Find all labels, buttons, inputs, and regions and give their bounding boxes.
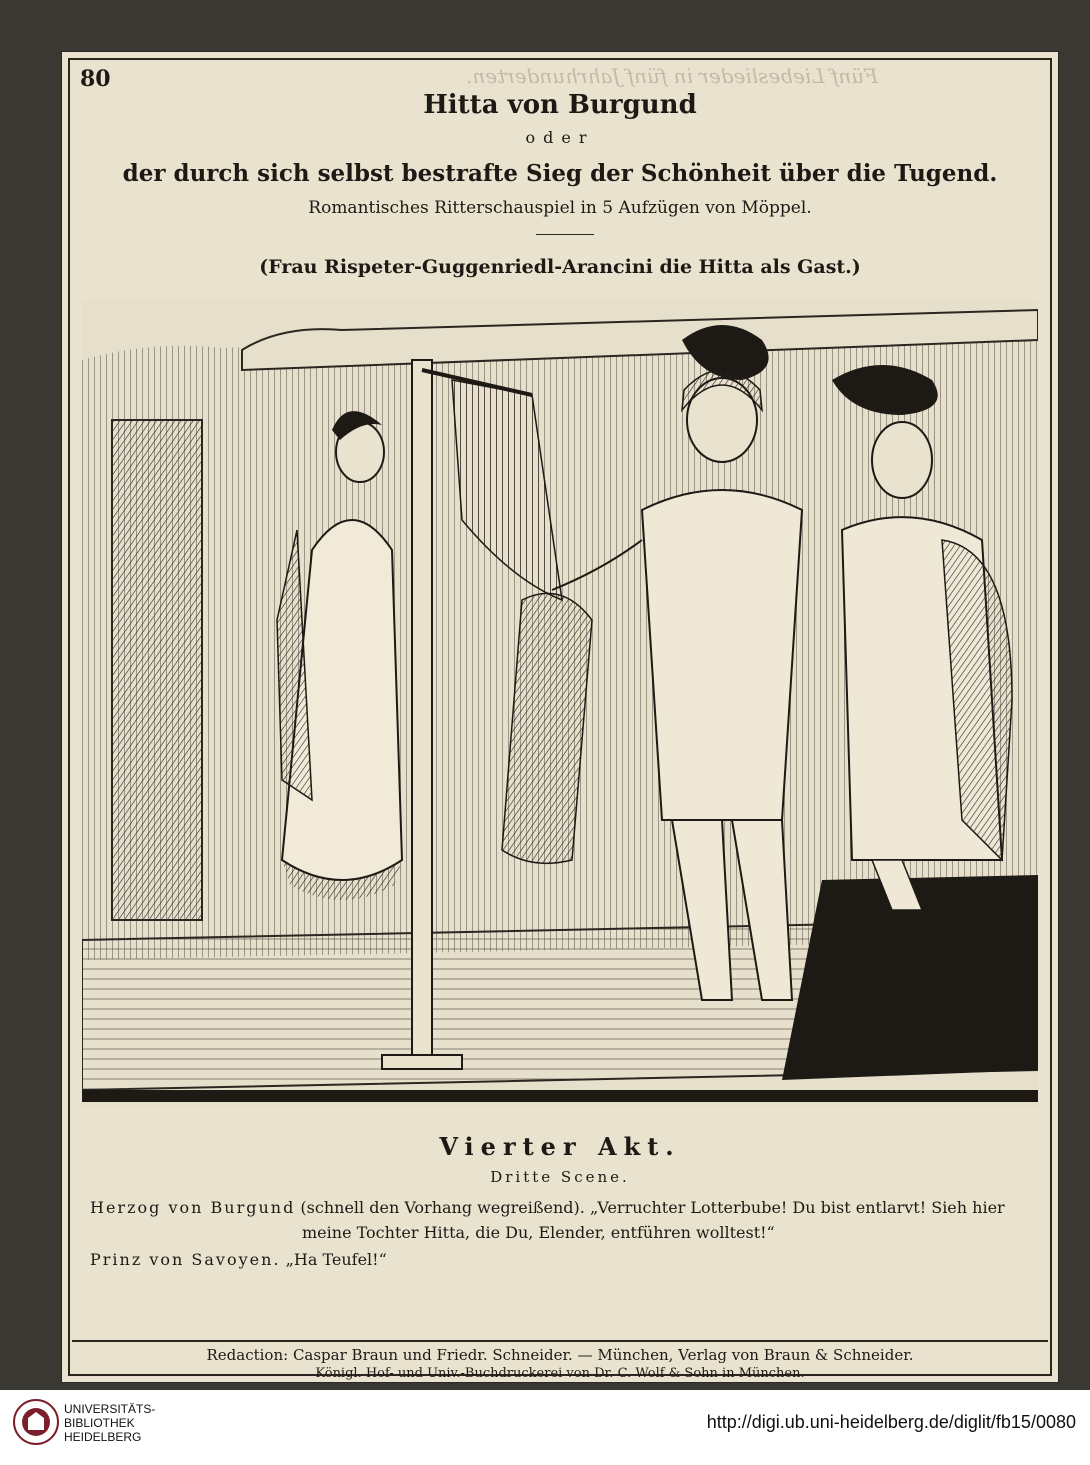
- dialog-line-herzog: [90, 1198, 1040, 1242]
- title-oder: oder: [525, 128, 595, 147]
- guest-note: (Frau Rispeter-Guggenriedl-Arancini die Hitta als Gast.): [259, 256, 861, 278]
- act-heading: Vierter Akt.: [439, 1132, 681, 1161]
- dialog-text: „Verruchter Lotterbube! Du bist entlarvt! Sieh hier: [589, 1198, 1005, 1217]
- footer-printer: Königl. Hof- und Univ.-Buchdruckerei von Dr. C. Wolf & Sohn in München.: [315, 1366, 805, 1381]
- play-subtitle: der durch sich selbst bestrafte Sieg der Schönheit über die Tugend.: [122, 160, 998, 187]
- university-seal-icon: [12, 1398, 60, 1446]
- page-number: 80: [80, 66, 111, 92]
- cupboard: [112, 420, 202, 920]
- speaker-prinz: Prinz von Savoyen.: [90, 1250, 281, 1269]
- dialog-line-prinz: [90, 1250, 1040, 1269]
- library-bar: [0, 1390, 1090, 1465]
- dialog-text-continued: meine Tochter Hitta, die Du, Elender, entführen wolltest!“: [302, 1223, 775, 1242]
- footer-divider: [72, 1340, 1048, 1342]
- library-name-line-1: UNIVERSITÄTS-: [64, 1402, 156, 1416]
- bleed-through-text: Fünf Liebeslieder in fünf Jahrhunderten.: [466, 64, 878, 88]
- play-genre: Romantisches Ritterschauspiel in 5 Aufzügen von Möppel.: [308, 198, 812, 218]
- speaker-herzog: Herzog von Burgund: [90, 1198, 296, 1217]
- library-name-line-2: BIBLIOTHEK: [64, 1416, 135, 1430]
- dialog-text: „Ha Teufel!“: [285, 1250, 387, 1269]
- library-name: [64, 1402, 155, 1444]
- permalink[interactable]: http://digi.ub.uni-heidelberg.de/diglit/fb15/0080: [706, 1412, 1076, 1432]
- scene-heading: Dritte Scene.: [490, 1168, 630, 1186]
- stage-direction: (schnell den Vorhang wegreißend).: [300, 1198, 585, 1217]
- footer-redaction: Redaction: Caspar Braun und Friedr. Schneider. — München, Verlag von Braun & Schneider.: [206, 1346, 914, 1364]
- stage-edge: [82, 1090, 1038, 1102]
- play-title: Hitta von Burgund: [423, 90, 697, 120]
- stage-illustration: [82, 300, 1038, 1106]
- library-name-line-3: HEIDELBERG: [64, 1430, 142, 1444]
- title-divider: [536, 234, 594, 235]
- page-sheet: [62, 52, 1058, 1382]
